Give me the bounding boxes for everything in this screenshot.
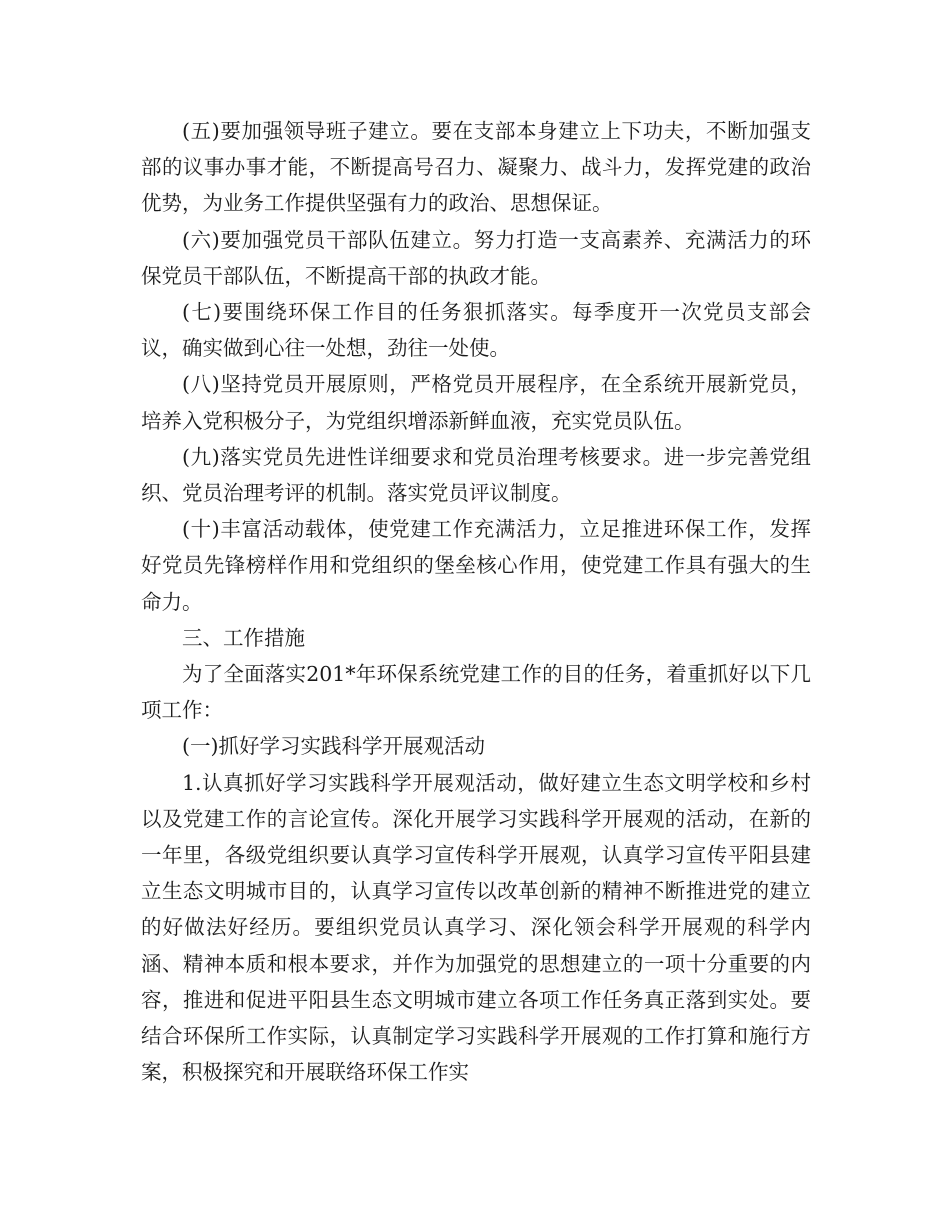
paragraph-item-5: (五)要加强领导班子建立。要在支部本身建立上下功夫，不断加强支部的议事办事才能，不断提高号召力、凝聚力、战斗力，发挥党建的政治优势，为业务工作提供坚强有力的政治、思想保证。 [141,119,811,216]
paragraph-item-6: (六)要加强党员干部队伍建立。努力打造一支高素养、充满活力的环保党员干部队伍，不断提高干部的执政才能。 [141,227,811,288]
paragraph-item-8: (八)坚持党员开展原则，严格党员开展程序，在全系统开展新党员，培养入党积极分子，为党组织增添新鲜血液，充实党员队伍。 [141,372,811,433]
subsection-heading-1: (一)抓好学习实践科学开展观活动 [182,734,485,759]
document-body [141,113,811,1090]
paragraph-item-7: (七)要围绕环保工作目的任务狠抓落实。每季度开一次党员支部会议，确实做到心往一处想，劲往一处使。 [141,300,811,361]
paragraph-item-9: (九)落实党员先进性详细要求和党员治理考核要求。进一步完善党组织、党员治理考评的机制。落实党员评议制度。 [141,444,811,506]
section-heading-work-measures: 三、工作措施 [182,625,305,650]
subsection-body-1: 1.认真抓好学习实践科学开展观活动，做好建立生态文明学校和乡村以及党建工作的言论宣传。深化开展学习实践科学开展观的活动，在新的一年里，各级党组织要认真学习宣传科学开展观，认真学习宣传平阳县建立生态文明城市目的，认真学习宣传以改革创新的精神不断推进党的建立的好做法好经历。要组织党员认真学习、深化领会科学开展观的科学内涵、精神本质和根本要求，并作为加强党的思想建立的一项十分重要的内容，推进和促进平阳县生态文明城市建立各项工作任务真正落到实处。要结合环保所工作实际，认真制定学习实践科学开展观的工作打算和施行方案，积极探究和开展联络环保工作实 [141,770,811,1085]
paragraph-item-10: (十)丰富活动载体，使党建工作充满活力，立足推进环保工作，发挥好党员先锋榜样作用和党组织的堡垒核心作用，使党建工作具有强大的生命力。 [141,517,811,614]
section-intro: 为了全面落实201*年环保系统党建工作的目的任务，着重抓好以下几项工作： [141,662,811,723]
